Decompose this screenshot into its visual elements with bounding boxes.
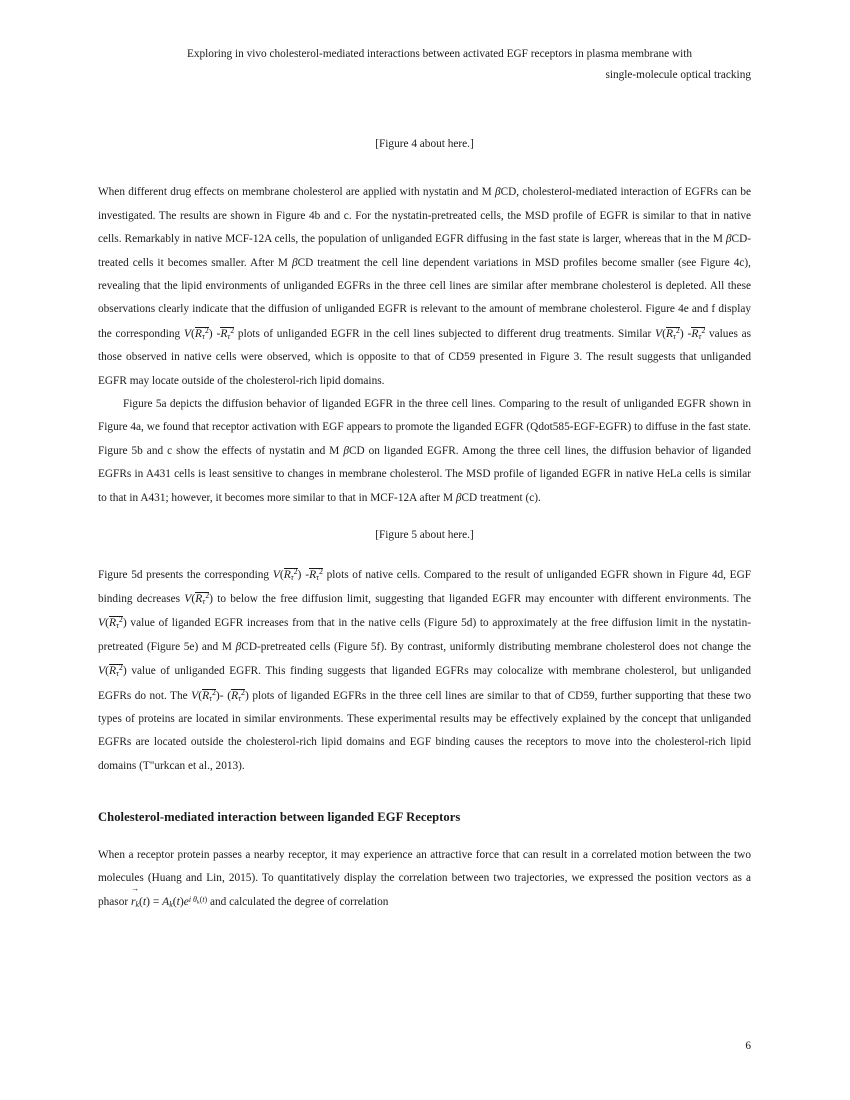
p1-text-c: CD-treated cells it becomes smaller. After M [98, 233, 751, 269]
p3-text-a: Figure 5d presents the corresponding [98, 568, 273, 581]
p3-text-f: value of unliganded EGFR. This finding suggests that liganded EGFRs may colocalize with membrane cholesterol, but unliganded EGFRs do not. The [98, 665, 751, 702]
beta-symbol: β [455, 491, 462, 504]
math-rparen: ) [122, 616, 127, 630]
math-r: R [108, 664, 117, 678]
math-expr-v-minus-msd [273, 568, 323, 581]
math-exponent: 2 [675, 326, 680, 336]
math-exponent: 2 [118, 663, 123, 673]
math-k: k [169, 900, 173, 910]
math-tau: τ [201, 332, 205, 342]
p3-text-c: to below the free diffusion limit, suggesting that liganded EGFR may encounter with different environments. The [213, 592, 751, 605]
math-lparen: ( [227, 688, 232, 702]
beta-symbol: β [494, 186, 501, 199]
math-v: V [98, 664, 106, 678]
math-t: t [202, 894, 205, 904]
math-tau: τ [316, 572, 319, 582]
p1-text-d: CD treatment the cell line dependent variations in MSD profiles become smaller (see Figure 4c), revealing that the lipid environments of unliganded EGFRs in the three cell lines are similar after membrane cholesterol is depleted. All these observations clearly indicate that the diffusion of unliganded EGFR is relevant to the amount of membrane cholesterol. Figure 4e and f display the corresponding [98, 256, 751, 340]
math-lparen: ( [199, 894, 203, 904]
math-expr-v-msd [98, 616, 127, 629]
math-r: r [130, 895, 136, 909]
math-exponent: 2 [241, 687, 245, 697]
math-r: R [108, 616, 117, 630]
page-content [98, 44, 751, 915]
math-minus: - [305, 567, 310, 581]
math-overline-group [231, 689, 245, 702]
math-minus: - [219, 688, 224, 702]
math-t: t [142, 895, 147, 909]
math-v: V [272, 567, 280, 581]
math-tau: τ [290, 572, 294, 582]
math-expr-v-minus-msd [184, 327, 234, 340]
math-overline-group [195, 327, 209, 340]
math-rparen: ) [244, 688, 249, 702]
math-exponent-group [189, 895, 207, 904]
math-r: R [283, 567, 291, 581]
math-v: V [191, 688, 199, 702]
math-r: R [220, 326, 228, 340]
math-r: R [202, 688, 210, 702]
math-overline-group [691, 327, 705, 340]
math-tau: τ [238, 693, 242, 703]
math-exponent: 2 [319, 566, 323, 576]
running-head-line-2: single-molecule optical tracking [605, 69, 751, 81]
p3-text-e: CD-pretreated cells (Figure 5f). By contrast, uniformly distributing membrane cholesterol does not change the [241, 640, 752, 653]
math-exponent: 2 [204, 326, 209, 336]
running-head [98, 44, 751, 86]
math-rparen: ) [146, 895, 150, 909]
p1-text-e: plots of unliganded EGFR in the cell lines subjected to different drug treatments. Similar [234, 327, 655, 340]
math-overline-group [309, 568, 323, 581]
math-expr-v-minus-paren-msd [191, 689, 249, 702]
figure-4-placeholder: [Figure 4 about here.] [375, 138, 474, 150]
math-expr-v-msd [184, 592, 213, 605]
page-number: 6 [745, 1040, 751, 1052]
math-a: A [162, 895, 170, 909]
p4-text-b: and calculated the degree of correlation [207, 896, 389, 909]
figure-5-placeholder: [Figure 5 about here.] [375, 529, 474, 542]
p3-text-g: plots of liganded EGFRs in the three cell lines are similar to that of CD59, further supporting that these two types of proteins are located in similar environments. These experimental results may be effectively explained by the concept that unliganded EGFRs are located outside the cholesterol-rich lipid domains and EGF binding causes the receptors to move into the cholesterol-rich lipid domains (T"urkcan et al., 2013). [98, 689, 751, 772]
math-rparen: ) [215, 688, 220, 702]
math-overline-group [666, 327, 680, 340]
math-tau: τ [116, 669, 119, 679]
math-tau: τ [202, 597, 206, 607]
math-expr-v-minus-msd [655, 327, 705, 340]
math-r: R [691, 326, 699, 340]
math-exponent: 2 [293, 566, 298, 576]
p2-text-b: CD on liganded EGFR. Among the three cell lines, the diffusion behavior of liganded EGFRs in A431 cells is least sensitive to changes in membrane cholesterol. The MSD profile of liganded EGFR in native HeLa cells is similar to that in A431; however, it becomes more similar to that in MCF-12A after M [98, 444, 751, 504]
p4-text-a: When a receptor protein passes a nearby receptor, it may experience an attractive force that can result in a correlated motion between the two molecules (Huang and Lin, 2015). To quantitatively display the correlation between two trajectories, we expressed the position vectors as a phasor [98, 848, 751, 909]
paragraph-2 [98, 393, 751, 510]
math-lparen: ( [662, 326, 666, 340]
math-rparen: ) [122, 664, 127, 678]
math-lparen: ( [105, 664, 109, 678]
math-exponent: 2 [205, 591, 210, 601]
math-tau: τ [698, 332, 702, 342]
paragraph-1 [98, 181, 751, 393]
math-overline-group [195, 592, 209, 605]
math-exponent: 2 [230, 326, 235, 336]
math-overline-group [202, 689, 216, 702]
beta-symbol: β [291, 256, 298, 269]
math-rparen: ) [208, 326, 213, 340]
math-exponent: 2 [118, 615, 123, 625]
math-r: R [665, 326, 674, 340]
p1-text-f: values as those observed in native cells were observed, which is opposite to that of CD59 presented in Figure 3. The result suggests that unliganded EGFR may locate outside of the cholesterol-rich lipid domains. [98, 327, 752, 387]
math-rparen: ) [204, 894, 208, 904]
vector-arrow-icon: → [130, 884, 140, 894]
math-overline-group [109, 664, 123, 677]
beta-symbol: β [343, 444, 349, 457]
math-r: R [194, 326, 202, 340]
math-tau: τ [673, 332, 676, 342]
math-exponent: 2 [701, 326, 706, 336]
math-k: k [135, 900, 139, 910]
paragraph-4 [98, 844, 751, 915]
math-minus: - [687, 326, 692, 340]
p2-text-a: Figure 5a depicts the diffusion behavior of liganded EGFR in the three cell lines. Comparing to the result of unliganded EGFR shown in Figure 4a, we found that receptor activation with EGF appears to promote the liganded EGFR (Qdot585-EGF-EGFR) to diffuse in the fast state. Figure 5b and c show the effects of nystatin and M [98, 398, 751, 457]
math-overline-group [109, 616, 123, 629]
math-lparen: ( [191, 591, 196, 605]
math-lparen: ( [198, 688, 203, 702]
math-lparen: ( [191, 326, 195, 340]
math-expr-v-msd [98, 664, 127, 677]
math-r: R [231, 688, 239, 702]
math-expr-phasor [130, 884, 208, 910]
math-rparen: ) [297, 567, 302, 581]
math-theta: θ [193, 894, 197, 904]
math-v: V [183, 326, 192, 340]
math-v: V [654, 326, 663, 340]
math-equals: = [152, 895, 160, 909]
math-overline-group [220, 327, 234, 340]
math-rparen: ) [679, 326, 684, 340]
math-lparen: ( [279, 567, 284, 581]
math-r: R [195, 591, 203, 605]
math-t: t [176, 895, 180, 909]
math-v: V [184, 591, 192, 605]
math-lparen: ( [105, 616, 109, 630]
math-exponent: 2 [211, 687, 216, 697]
math-tau: τ [116, 621, 119, 631]
beta-symbol: β [235, 640, 242, 653]
math-lparen: ( [138, 895, 143, 909]
beta-symbol: β [725, 233, 732, 246]
math-e: e [183, 895, 189, 909]
p2-text-c: CD treatment (c). [461, 491, 541, 504]
math-rparen: ) [179, 895, 184, 909]
running-head-line-1: Exploring in vivo cholesterol-mediated interactions between activated EGF receptors in plasma membrane with [186, 48, 693, 60]
p3-text-b: plots of native cells. Compared to the result of unliganded EGFR shown in Figure 4d, EGF binding decreases [98, 568, 752, 605]
math-overline-group [284, 568, 298, 581]
paragraph-3 [98, 563, 751, 779]
p1-text-a: When different drug effects on membrane cholesterol are applied with nystatin and M [98, 186, 495, 199]
math-tau: τ [227, 332, 231, 342]
section-heading: Cholesterol-mediated interaction between liganded EGF Receptors [98, 810, 461, 825]
math-lparen: ( [172, 895, 177, 909]
math-minus: - [216, 326, 221, 340]
p3-text-d: value of liganded EGFR increases from that in the native cells (Figure 5d) to approximately at the free diffusion limit in the nystatin-pretreated (Figure 5e) and M [98, 617, 751, 653]
math-rparen: ) [209, 591, 213, 605]
math-k: k [196, 899, 200, 906]
math-v: V [98, 616, 106, 630]
math-i: i [188, 894, 192, 904]
p1-text-b: CD, cholesterol-mediated interaction of EGFRs can be investigated. The results are shown in Figure 4b and c. For the nystatin-pretreated cells, the MSD profile of EGFR is similar to that in native cells. Remarkably in native MCF-12A cells, the population of unliganded EGFR diffusing in the fast state is larger, whereas that in the M [98, 186, 751, 246]
math-r: R [309, 567, 317, 581]
math-vector-r [130, 884, 140, 913]
math-tau: τ [209, 693, 212, 703]
